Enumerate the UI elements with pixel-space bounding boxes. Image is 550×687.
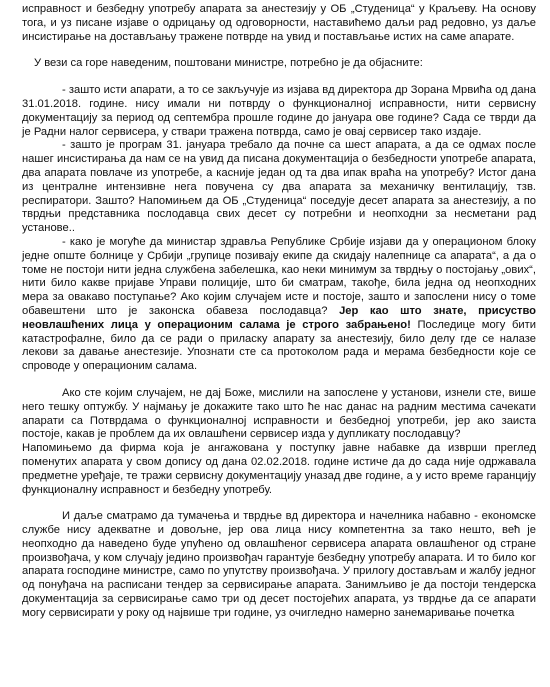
question-3-bold-warning: Јер као што знате, присуство неовлашћених лица у операционим салама је строго забрањено! — [22, 304, 537, 331]
question-3-continuation: Последице могу бити катастрофалне, било да се ради о приласку апарату за анестезију, било делу где се налазе лекови за давање анестезије. Упознати сте са протоколом рада и мерама безбедности које се спроводе у операционим салама. — [22, 318, 536, 373]
question-1: - зашто исти апарати, а то се закључује из изјава вд директора др Зорана Мрвића од дана 31.01.2018. године. нису имали ни потврду о функционалној исправности, нити сервисну документацију за период од септембра прошле године до јануара ове године? Сада се тврди да је Радни налог сервисера, у ствари тражена потврда, само је овај сервисер тако издаје. — [22, 84, 536, 138]
intro-paragraph: исправност и безбедну употребу апарата за анестезију у ОБ „Студеница“ у Краљеву. На основу тога, и уз писане изјаве о одрицању од одговорности, наставићемо даљи рад редовно, уз даље инсистирање на достављању тражене потврде на увид и постављање истих на саме апарате. — [22, 3, 536, 43]
note-paragraph: Напомињемо да фирма која је ангажована у поступку јавне набавке да изврши преглед поменутих апарата у свом допису од дана 02.02.2018. године истиче да до сада није одржавала предметне уређаје, те тражи сервисну документацију уназад две године, а у исто време гаранцију функционалну исправност и безбедну употребу. — [22, 442, 536, 496]
question-2: - зашто је програм 31. јануара требало да почне са шест апарата, а да се одмах после нашег инсистирања да нам се на увид да писана документација о безбедности употребе апарата, два апарата повлаче из употребе, а касније један од та два ипак враћа на употребу? Истог дана из централне интензивне нега повучена су два апарата за механичку вентилацију, тзв. респиратори. Зашто? Напомињем да ОБ „Студеница“ поседује десет апарата за анестезију, а по тврдњи представника послодавца свих десет су потребни и неопходни за несметани рад установе.. — [22, 139, 536, 235]
final-paragraph: И даље сматрамо да тумачења и тврдње вд директора и начелника набавно - економске службе нису адекватне и довољне, јер ова лица нису компетентна за тако нешто, већ је неопходно да наведено буде упућено од овлашћеног сервисера апарата овлашћеног од стране произвођача, у ком случају једино произвођач гарантује безбедну употребу апарата. И то било ког апарата господине министре, само по упутству произвођача. У прилогу достављам и жалбу једног од понуђача на расписани тендер за сервисирање апарата. Занимљиво је да постоји тендерска документација за сервисирање само три од десет постојећих апарата, уз тврдње да се апарати могу сервисирати у року од највише три године, уз очигледно намерно занемаривање почетка — [22, 510, 536, 619]
question-3 — [22, 236, 536, 374]
accusation-paragraph: Ако сте којим случајем, не дај Боже, мислили на запослене у установи, изнели сте, више него тешку оптужбу. У најмању је докажите тако што ће нас данас на радним местима сачекати апарати са Потврдама о функционалној исправности и безбедној употреби, јер ако заиста постоје, какав је проблем да их овлашћени сервисер изда у дупликату послодавцу? — [22, 386, 536, 441]
lead-paragraph: У вези са горе наведеним, поштовани министре, потребно је да објасните: — [34, 57, 423, 70]
question-3-text: - како је могуће да министар здравља Републике Србије изјави да у операционом блоку једне опште болнице у Србији „групице позивају екипе да скидају налепнице са апарата“, а да о томе не постоји нити једна службена забелешка, као неки минимум за тврдњу о постојању „ових“, нити било какве пријаве Управи полиције, што би сматрам, такође, била једна од неопходних мера за овакаво поступање? Ако којим случајем исте и постоје, зашто и запослени нису о томе обавештени што је законска обавеза послодавца? — [22, 235, 536, 317]
